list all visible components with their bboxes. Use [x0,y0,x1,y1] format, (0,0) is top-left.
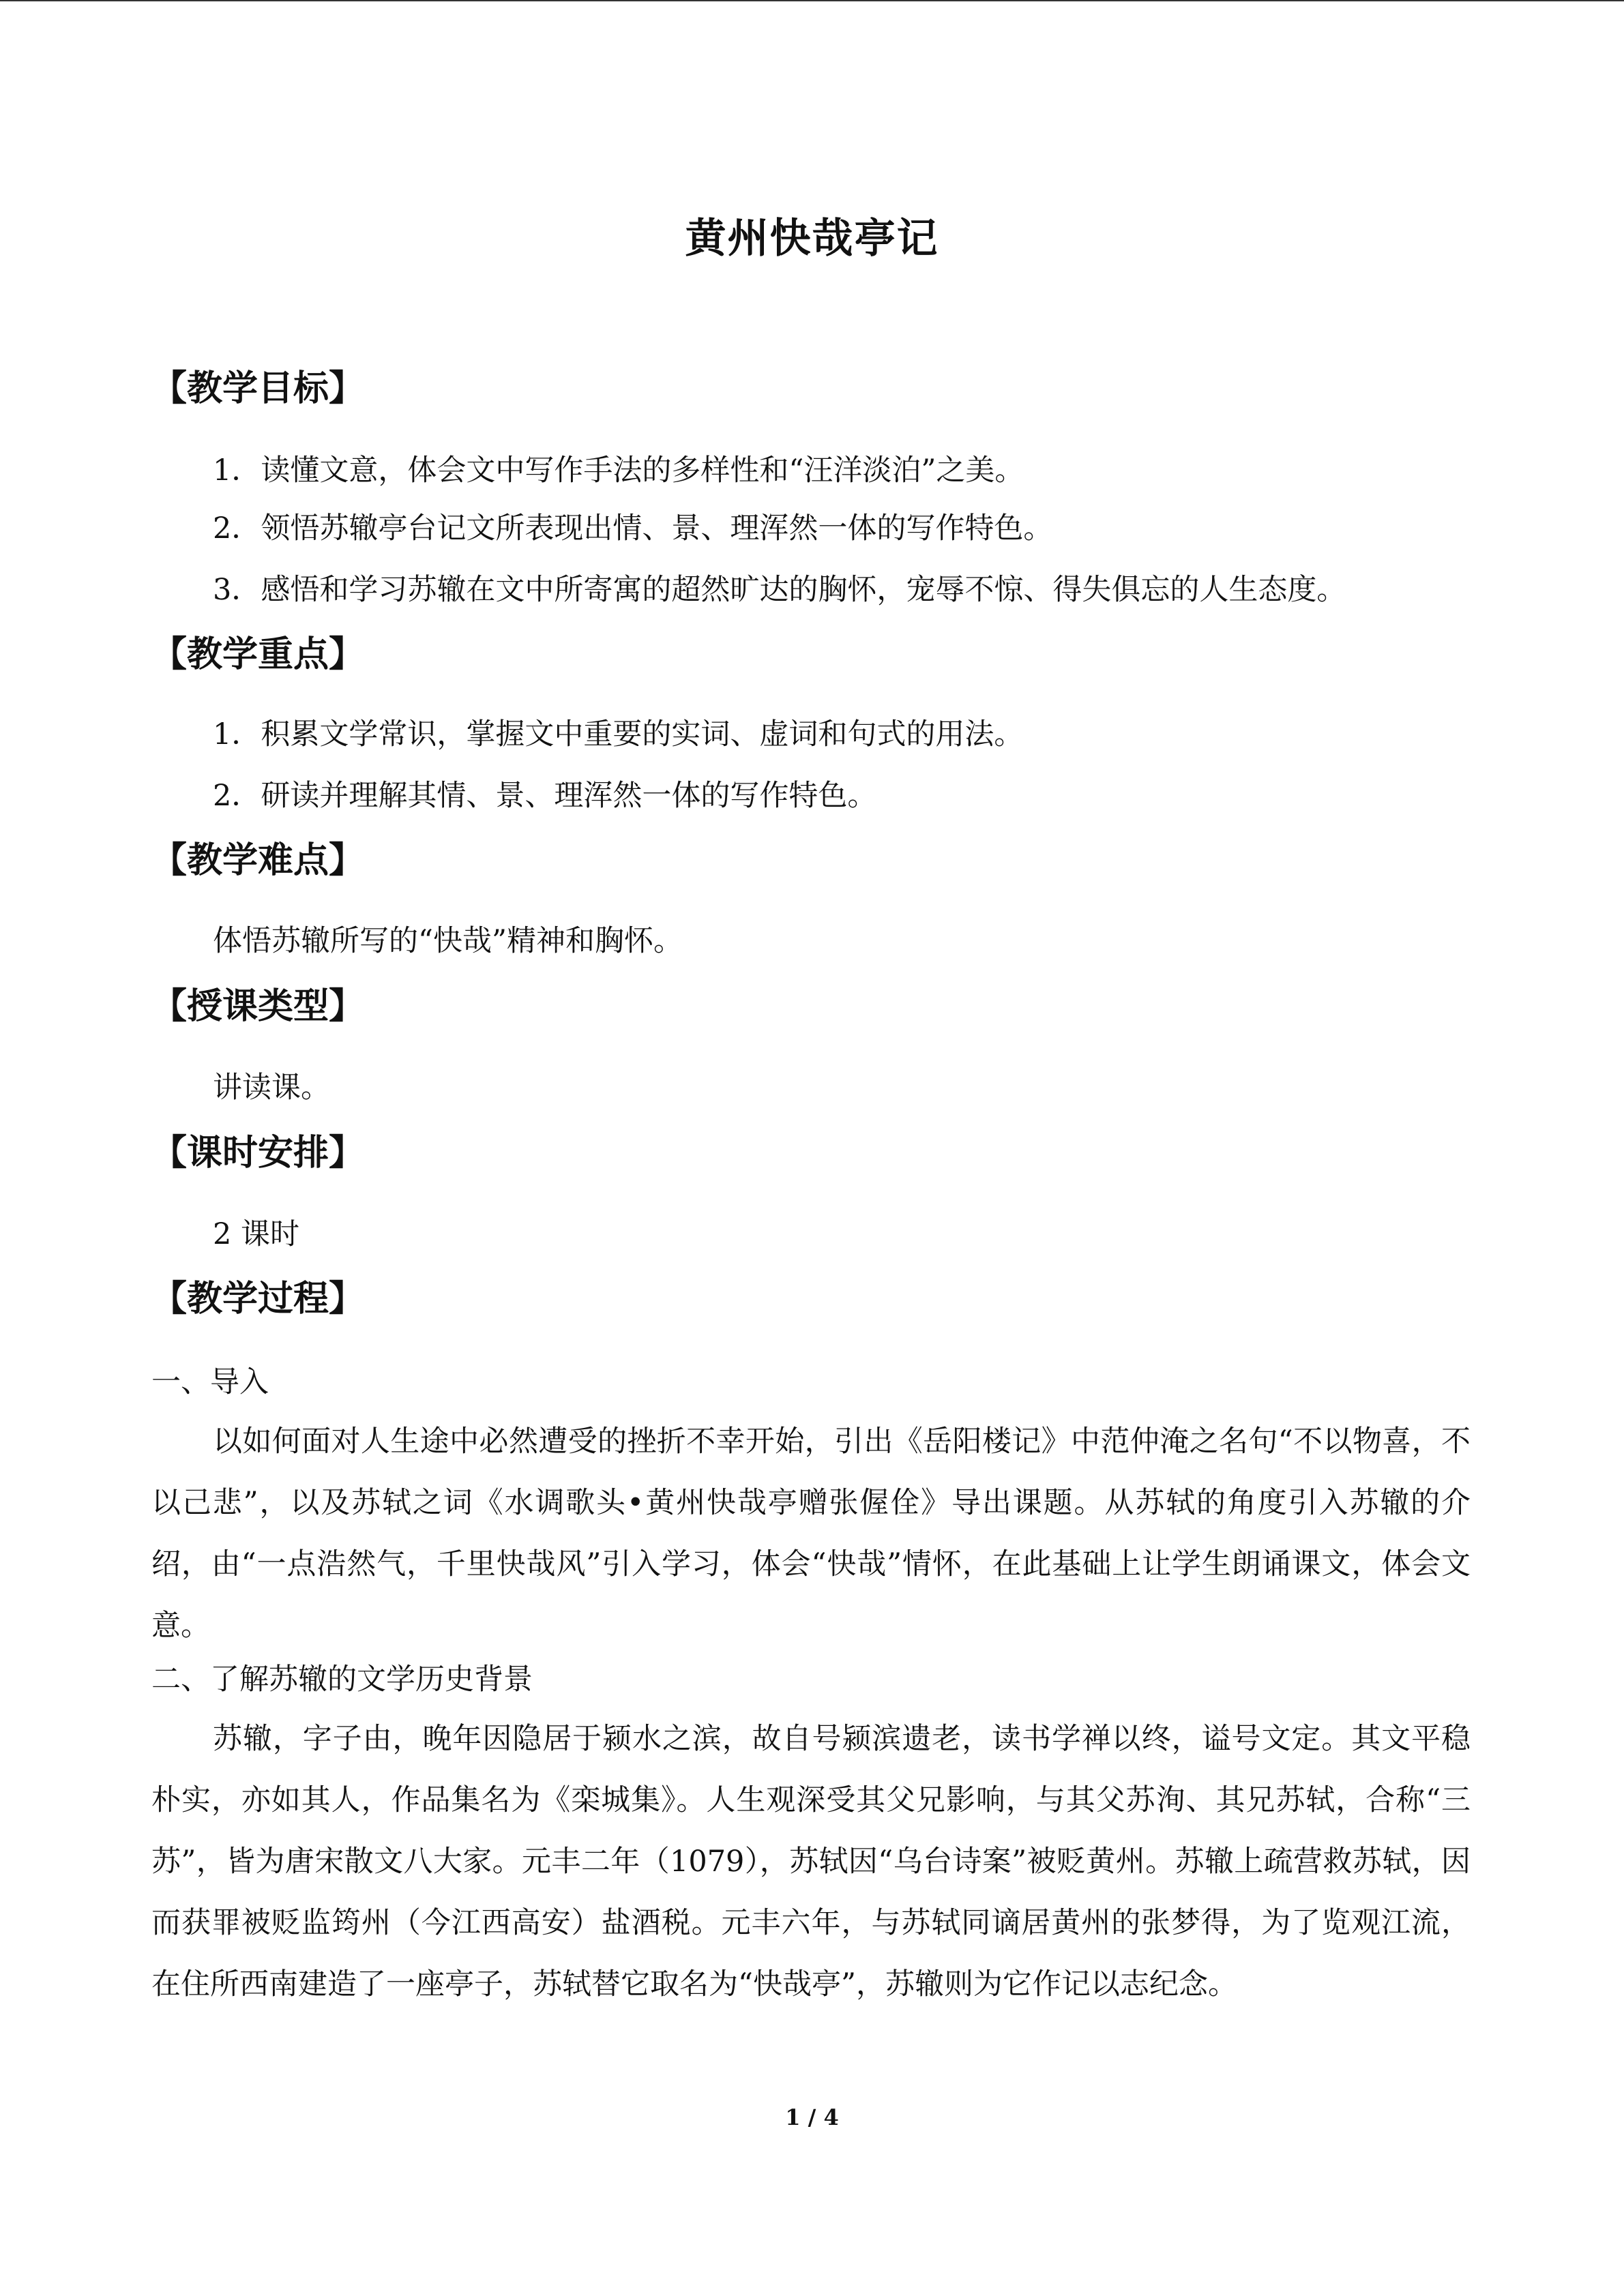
objective-item-1: 1．读懂文意，体会文中写作手法的多样性和“汪洋淡泊”之美。 [213,453,1024,488]
difficulties-text: 体悟苏辙所写的“快哉”精神和胸怀。 [213,924,683,958]
heading-difficulties: 【教学难点】 [151,840,365,881]
lesson-type-text: 讲读课。 [213,1071,330,1105]
key-point-item-2: 2．研读并理解其情、景、理浑然一体的写作特色。 [213,779,877,813]
top-border-line [0,0,1624,1]
heading-key-points: 【教学重点】 [151,634,365,675]
process-part1-text: 以如何面对人生途中必然遭受的挫折不幸开始，引出《岳阳楼记》中范仲淹之名句“不以物喜，不以己悲”，以及苏轼之词《水调歌头•黄州快哉亭赠张偓佺》导出课题。从苏轼的角度引入苏辙的介绍，由“一点浩然气，千里快哉风”引入学习，体会“快哉”情怀，在此基础上让学生朗诵课文，体会文意。 [151,1425,1471,1643]
heading-process: 【教学过程】 [151,1279,365,1320]
document-title: 黄州快哉亭记 [685,215,939,263]
objective-item-2: 2．领悟苏辙亭台记文所表现出情、景、理浑然一体的写作特色。 [213,511,1053,546]
heading-lesson-type: 【授课类型】 [151,986,365,1027]
heading-objectives: 【教学目标】 [151,368,365,409]
process-part2-title: 二、了解苏辙的文学历史背景 [151,1663,533,1697]
process-part2-text: 苏辙，字子由，晚年因隐居于颍水之滨，故自号颍滨遗老，读书学禅以终，谥号文定。其文平稳朴实，亦如其人，作品集名为《栾城集》。人生观深受其父兄影响，与其父苏洵、其兄苏轼，合称“三苏”，皆为唐宋散文八大家。元丰二年（1079），苏轼因“乌台诗案”被贬黄州。苏辙上疏营救苏轼，因而获罪被贬监筠州（今江西高安）盐酒税。元丰六年，与苏轼同谪居黄州的张梦得，为了览观江流，在住所西南建造了一座亭子，苏轼替它取名为“快哉亭”，苏辙则为它作记以志纪念。 [151,1722,1471,2001]
heading-schedule: 【课时安排】 [151,1133,365,1174]
key-point-item-1: 1．积累文学常识，掌握文中重要的实词、虚词和句式的用法。 [213,717,1024,751]
process-part1-title: 一、导入 [151,1365,269,1399]
objective-item-3: 3．感悟和学习苏辙在文中所寄寓的超然旷达的胸怀，宠辱不惊、得失俱忘的人生态度。 [213,573,1346,607]
page-number: 1 / 4 [785,2104,839,2130]
schedule-text: 2 课时 [213,1217,300,1251]
